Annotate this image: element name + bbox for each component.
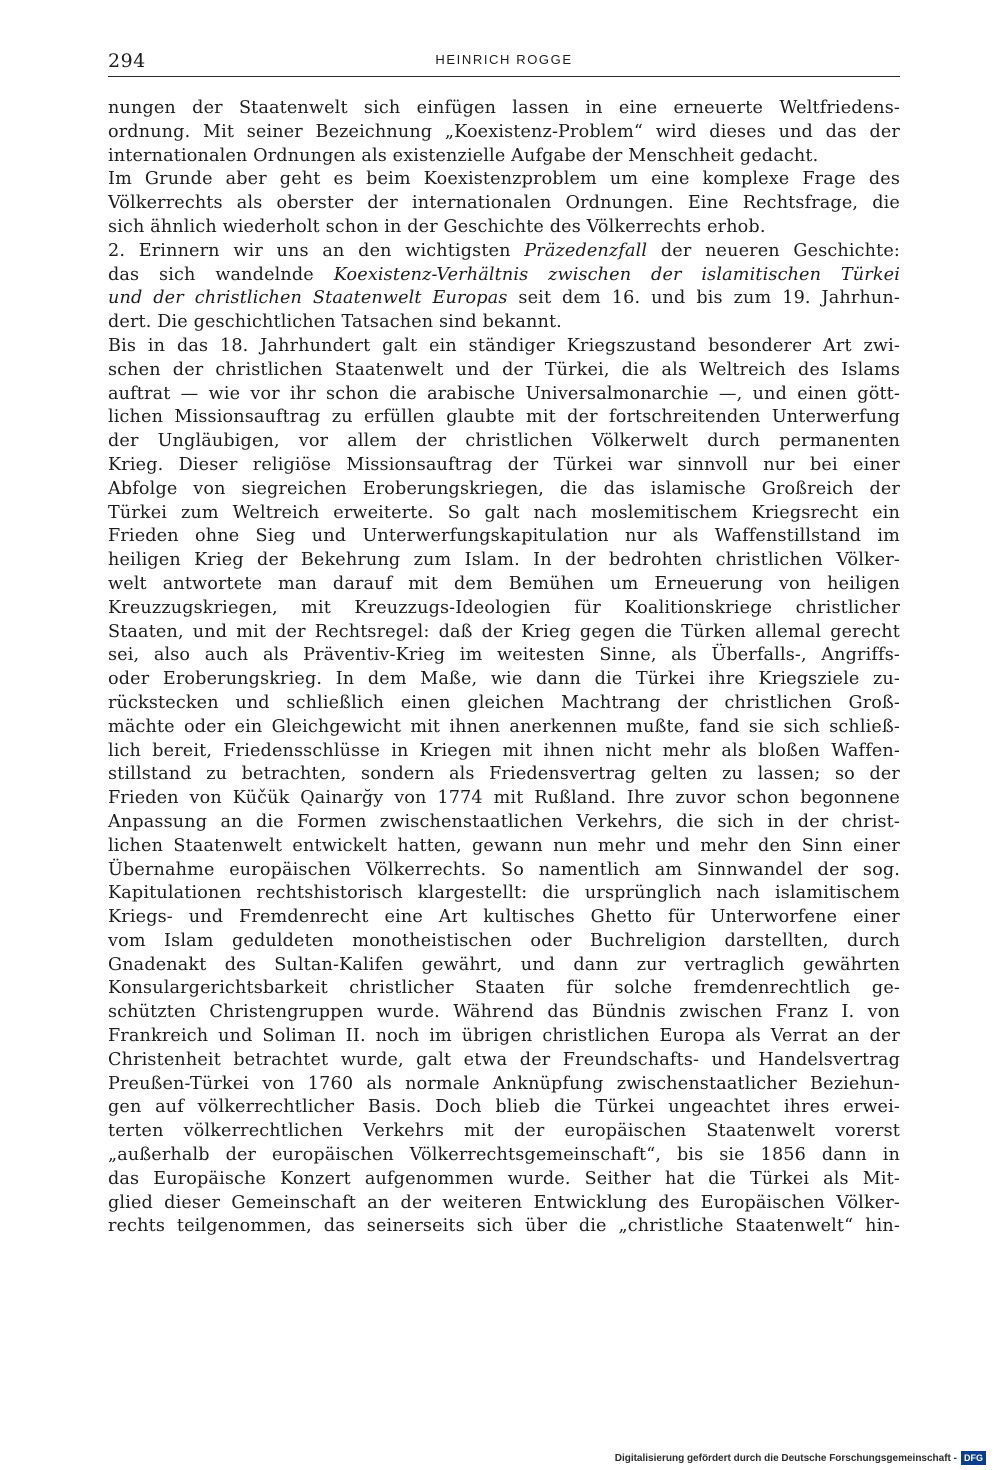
header-rule (108, 76, 900, 77)
text-line: heiligen Krieg der Bekehrung zum Islam. In der bedrohten christlichen Völker- (108, 550, 900, 571)
text-line: Krieg. Dieser religiöse Missionsauftrag der Türkei war sinnvoll nur bei einer (108, 454, 900, 475)
text-line: Abfolge von siegreichen Eroberungskriegen, die das islamische Großreich der (108, 478, 900, 499)
text-line: der Ungläubigen, vor allem der christlichen Völkerwelt durch permanenten (108, 431, 900, 452)
text-line: Völkerrechts als oberster der internationalen Ordnungen. Eine Rechtsfrage, die (108, 193, 900, 214)
text-line: sich ähnlich wiederholt schon in der Geschichte des Völkerrechts erhob. (108, 216, 766, 237)
text-line (108, 264, 900, 288)
digitization-credit: Digitalisierung gefördert durch die Deutsche Forschungsgemeinschaft - (614, 1452, 957, 1464)
italic-phrase: Koexistenz-Verhältnis zwischen der islamitischen Türkei (333, 264, 900, 285)
text-line: Kapitulationen rechtshistorisch klargestellt: die ursprünglich nach islamitischem (108, 883, 900, 904)
text-line: Frankreich und Soliman II. noch im übrigen christlichen Europa als Verrat an der (108, 1026, 900, 1047)
page-number: 294 (108, 50, 146, 72)
page-header (108, 50, 900, 80)
text-line: Kreuzzugskriegen, mit Kreuzzugs-Ideologien für Koalitionskriege christlicher (108, 597, 900, 618)
text-line: dert. Die geschichtlichen Tatsachen sind bekannt. (108, 312, 562, 333)
text-line: Gnadenakt des Sultan-Kalifen gewährt, und dann zur vertraglich gewährten (108, 954, 900, 975)
text-line: lichen Missionsauftrag zu erfüllen glaubte mit der fortschreitenden Unterwerfung (108, 407, 900, 428)
text-line: Bis in das 18. Jahrhundert galt ein ständiger Kriegszustand besonderer Art zwi- (108, 335, 900, 356)
text-line: mächte oder ein Gleichgewicht mit ihnen anerkennen mußte, fand sie sich schließ- (108, 716, 900, 737)
text-line (108, 240, 900, 264)
italic-phrase: und der christlichen Staatenwelt Europas (108, 288, 508, 309)
text-line (108, 287, 900, 311)
text-line: Staaten, und mit der Rechtsregel: daß der Krieg gegen die Türken allemal gerecht (108, 621, 900, 642)
text-line: Frieden ohne Sieg und Unterwerfungskapitulation nur als Waffenstillstand im (108, 526, 900, 547)
running-head: HEINRICH ROGGE (435, 52, 573, 67)
text-line: rechts teilgenommen, das seinerseits sich über die „christliche Staatenwelt“ hin- (108, 1216, 900, 1237)
text-line: Anpassung an die Formen zwischenstaatlichen Verkehrs, die sich in der christ- (108, 811, 900, 832)
text-line: internationalen Ordnungen als existenzielle Aufgabe der Menschheit gedacht. (108, 145, 819, 166)
text-line: Frieden von Küčük Qainarğy von 1774 mit Rußland. Ihre zuvor schon begonnene (108, 788, 900, 809)
text-line: rückstecken und schließlich einen gleichen Machtrang der christlichen Groß- (108, 692, 900, 713)
text-line: Im Grunde aber geht es beim Koexistenzproblem um eine komplexe Frage des (108, 169, 900, 190)
text-line: Preußen-Türkei von 1760 als normale Anknüpfung zwischenstaatlicher Beziehun- (108, 1073, 900, 1094)
italic-phrase: Präzedenzfall (524, 240, 648, 261)
text-line: oder Eroberungskrieg. In dem Maße, wie dann die Türkei ihre Kriegsziele zu- (108, 669, 900, 690)
text-line: Christenheit betrachtet wurde, galt etwa der Freundschafts- und Handelsvertrag (108, 1049, 900, 1070)
text-line: Übernahme europäischen Völkerrechts. So namentlich am Sinnwandel der sog. (108, 859, 900, 880)
text-run: 2. Erinnern wir uns an den wichtigsten (108, 240, 525, 261)
page-footer (615, 1450, 986, 1466)
text-line: lichen Staatenwelt entwickelt hatten, gewann nun mehr und mehr den Sinn einer (108, 835, 900, 856)
text-line: Konsulargerichtsbarkeit christlicher Staaten für solche fremdenrechtlich ge- (108, 978, 900, 999)
text-line: schen der christlichen Staatenwelt und der Türkei, die als Weltreich des Islams (108, 359, 900, 380)
text-run: der neueren Geschichte: (647, 240, 900, 261)
dfg-logo-icon: DFG (961, 1451, 986, 1465)
text-line: glied dieser Gemeinschaft an der weiteren Entwicklung des Europäischen Völker- (108, 1192, 900, 1213)
text-line: stillstand zu betrachten, sondern als Friedensvertrag gelten zu lassen; so der (108, 764, 900, 785)
text-line: Türkei zum Weltreich erweiterte. So galt nach moslemitischem Kriegsrecht ein (108, 502, 900, 523)
text-line: auftrat — wie vor ihr schon die arabische Universalmonarchie —, und einen gött- (108, 383, 900, 404)
text-line: das Europäische Konzert aufgenommen wurde. Seither hat die Türkei als Mit- (108, 1168, 900, 1189)
text-line: sei, also auch als Präventiv-Krieg im weitesten Sinne, als Überfalls-, Angriffs- (108, 645, 900, 666)
text-line: gen auf völkerrechtlicher Basis. Doch blieb die Türkei ungeachtet ihres erwei- (108, 1097, 900, 1118)
text-line: ordnung. Mit seiner Bezeichnung „Koexistenz-Problem“ wird dieses und das der (108, 121, 900, 142)
text-run: das sich wandelnde (108, 264, 334, 285)
text-run: seit dem 16. und bis zum 19. Jahrhun- (507, 288, 900, 309)
text-line: vom Islam geduldeten monotheistischen oder Buchreligion darstellten, durch (108, 930, 900, 951)
text-line: nungen der Staatenwelt sich einfügen lassen in eine erneuerte Weltfriedens- (108, 98, 900, 118)
text-line: Kriegs- und Fremdenrecht eine Art kultisches Ghetto für Unterworfene einer (108, 907, 900, 928)
body-text (108, 97, 900, 1239)
text-line: schützten Christengruppen wurde. Während das Bündnis zwischen Franz I. von (108, 1002, 900, 1023)
text-line: welt antwortete man darauf mit dem Bemühen um Erneuerung von heiligen (108, 573, 900, 594)
text-line: lich bereit, Friedensschlüsse in Kriegen mit ihnen nicht mehr als bloßen Waffen- (108, 740, 900, 761)
text-line: „außerhalb der europäischen Völkerrechtsgemeinschaft“, bis sie 1856 dann in (108, 1145, 900, 1166)
text-line: terten völkerrechtlichen Verkehrs mit der europäischen Staatenwelt vorerst (108, 1121, 900, 1142)
